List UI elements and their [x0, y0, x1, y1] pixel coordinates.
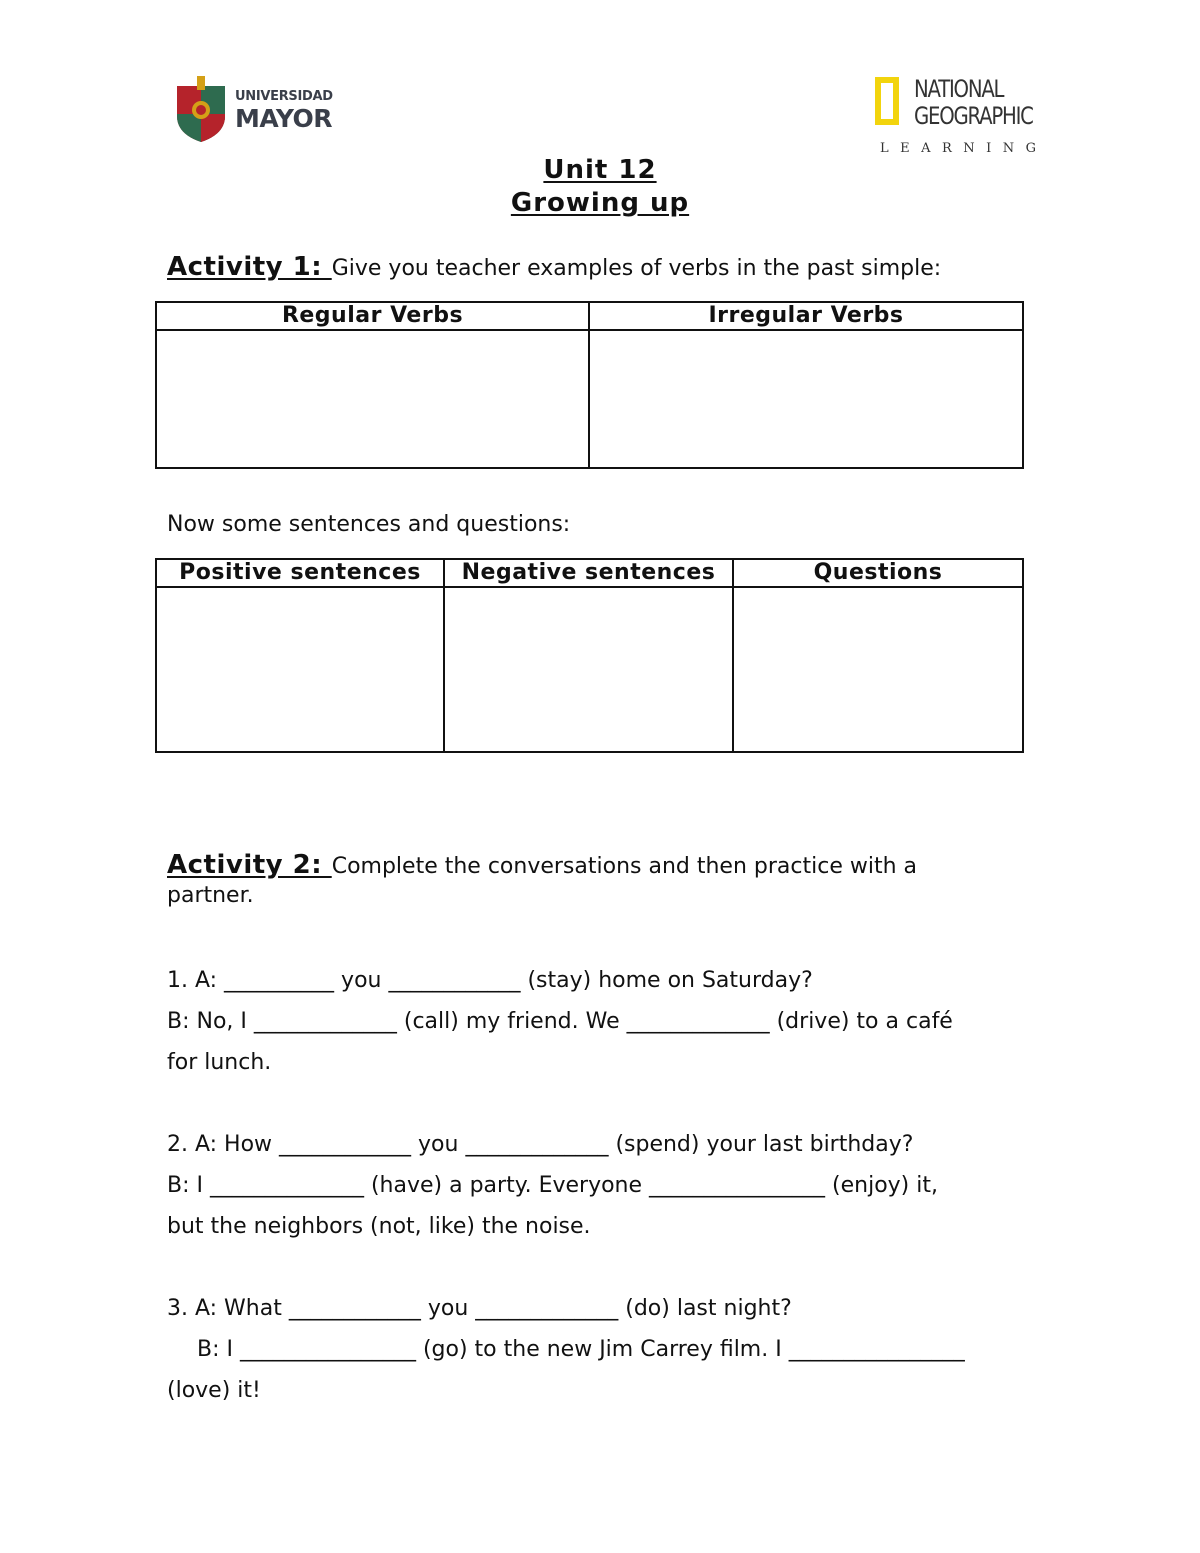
sentences-table: [155, 558, 1024, 753]
activity-1-instruction: Give you teacher examples of verbs in the past simple:: [331, 256, 942, 281]
conversation-2-line-b-cont: but the neighbors (not, like) the noise.: [167, 1214, 591, 1239]
unit-subtitle: Growing up: [510, 188, 690, 218]
ng-yellow-frame-icon: [875, 77, 899, 125]
university-name-line2: MAYOR: [235, 104, 333, 133]
activity-1-heading: [167, 252, 941, 282]
conversation-3-line-a: 3. A: What ____________ you _____________ (do) last night?: [167, 1296, 792, 1321]
regular-verbs-cell[interactable]: [156, 330, 589, 468]
conversation-3-line-b: B: I ________________ (go) to the new Jim Carrey film. I ________________: [197, 1337, 965, 1362]
conversation-2-line-b: B: I ______________ (have) a party. Everyone ________________ (enjoy) it,: [167, 1173, 938, 1198]
conversation-2-line-a: 2. A: How ____________ you _____________ (spend) your last birthday?: [167, 1132, 914, 1157]
negative-sentences-cell[interactable]: [444, 587, 733, 752]
university-shield-icon: [175, 76, 227, 144]
conversation-1-line-b: B: No, I _____________ (call) my friend. We _____________ (drive) to a café: [167, 1009, 953, 1034]
conversation-3-line-b-cont: (love) it!: [167, 1378, 261, 1403]
questions-header: Questions: [733, 559, 1023, 587]
verbs-table: [155, 301, 1024, 469]
positive-sentences-cell[interactable]: [156, 587, 444, 752]
conversation-1-line-b-cont: for lunch.: [167, 1050, 272, 1075]
irregular-verbs-header: Irregular Verbs: [589, 302, 1023, 330]
regular-verbs-header: Regular Verbs: [156, 302, 589, 330]
activity-2-label: Activity 2:: [167, 850, 332, 880]
unit-title: Unit 12: [543, 155, 657, 185]
ng-line2: GEOGRAPHIC: [914, 102, 1033, 130]
sentences-intro: Now some sentences and questions:: [167, 512, 571, 537]
conversation-1-line-a: 1. A: __________ you ____________ (stay) home on Saturday?: [167, 968, 813, 993]
national-geographic-learning-logo: [872, 74, 1048, 164]
university-name-line1: UNIVERSIDAD: [235, 89, 333, 104]
universidad-mayor-logo: [175, 76, 335, 144]
activity-2-instruction: Complete the conversations and then practice with a: [331, 854, 917, 879]
positive-sentences-header: Positive sentences: [156, 559, 444, 587]
activity-2-instruction-cont: partner.: [167, 883, 254, 908]
ng-line1: NATIONAL: [914, 75, 1004, 103]
negative-sentences-header: Negative sentences: [444, 559, 733, 587]
questions-cell[interactable]: [733, 587, 1023, 752]
activity-2-heading: [167, 850, 917, 880]
irregular-verbs-cell[interactable]: [589, 330, 1023, 468]
activity-1-label: Activity 1:: [167, 252, 332, 282]
ng-learning-text: LEARNING: [880, 141, 1048, 156]
